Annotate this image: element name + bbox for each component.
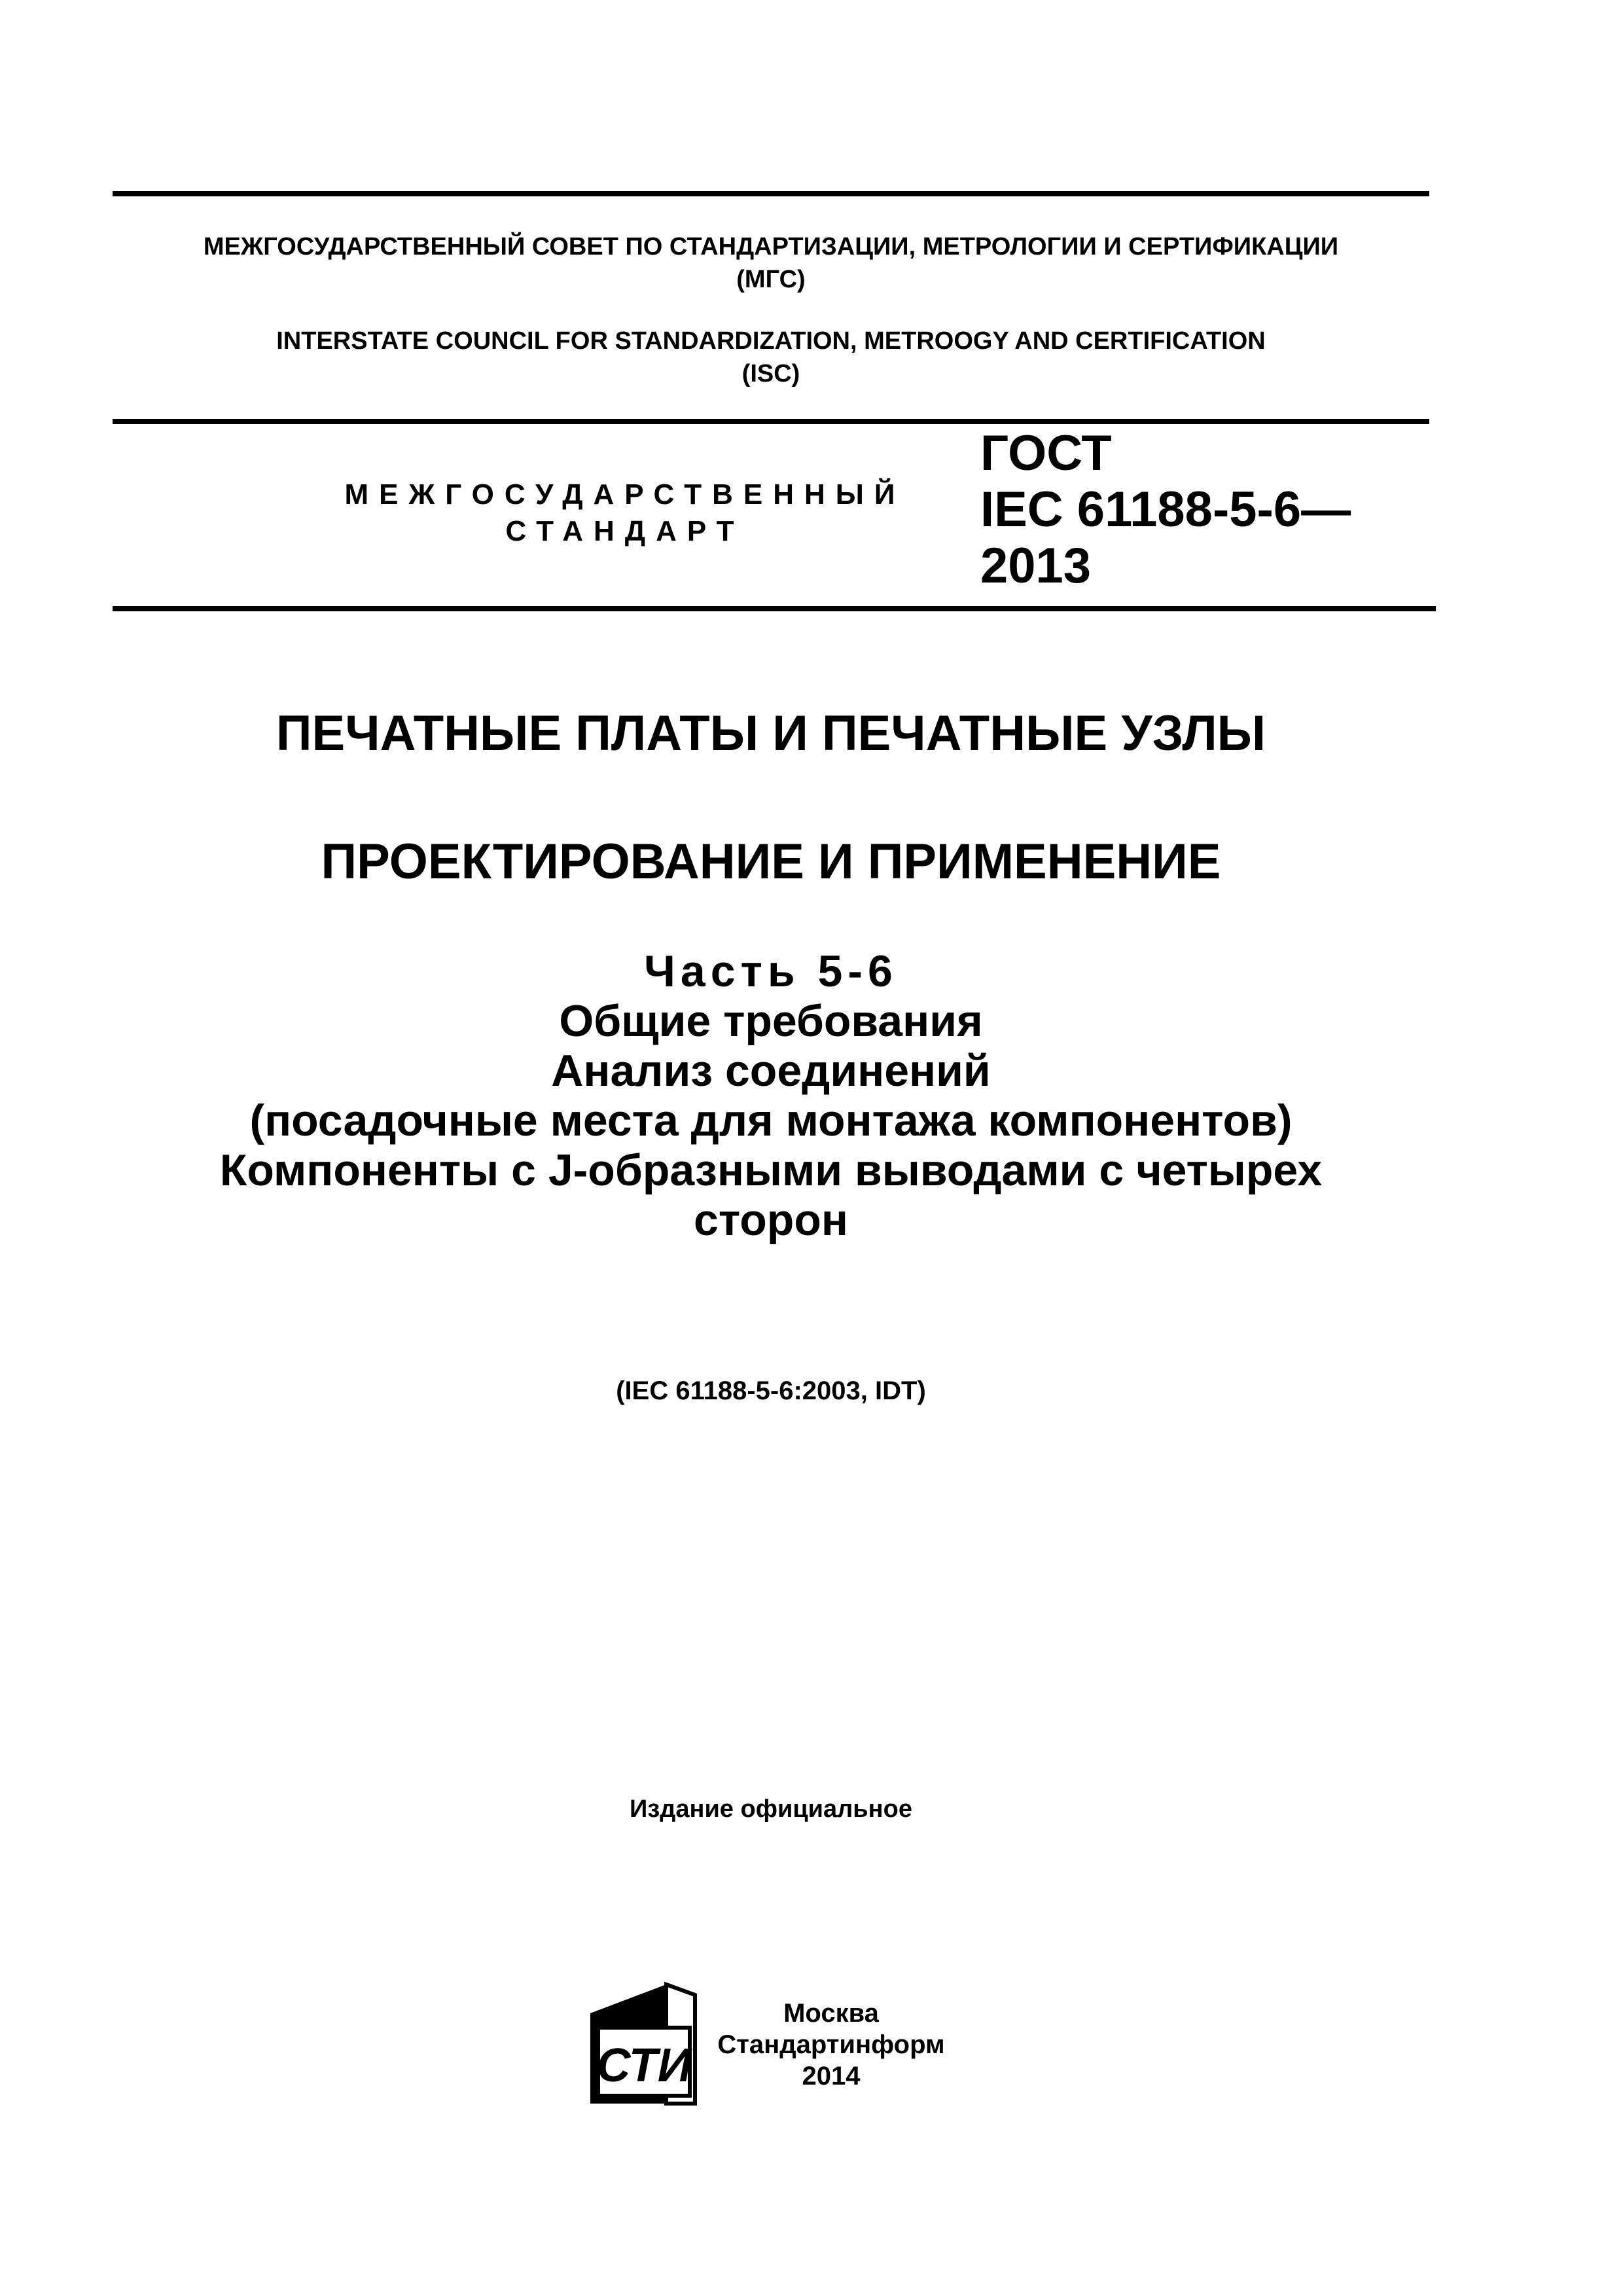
iec-reference: (IEC 61188-5-6:2003, IDT) <box>616 1376 926 1405</box>
council-name-en-line1: INTERSTATE COUNCIL FOR STANDARDIZATION, METROOGY AND CERTIFICATION <box>276 327 1266 355</box>
council-name-ru <box>113 230 1429 296</box>
part-subtitle-line1: Общие требования <box>559 996 983 1046</box>
standard-type-label <box>321 476 929 550</box>
gost-designation-line1: ГОСТ <box>980 425 1112 481</box>
gost-designation <box>980 425 1425 594</box>
council-abbr-ru: (МГС) <box>736 266 806 293</box>
council-name-en <box>113 325 1429 390</box>
part-subtitle-line3: (посадочные места для монтажа компонентов) <box>249 1096 1293 1145</box>
standard-type-line1: МЕЖГОСУДАРСТВЕННЫЙ <box>344 478 906 511</box>
publisher-block <box>707 1998 955 2092</box>
publisher-city: Москва <box>783 1999 879 2028</box>
council-abbr-en: (ISC) <box>741 360 800 387</box>
header-bottom-rule <box>113 606 1436 611</box>
part-subtitle-line2: Анализ соединений <box>551 1046 991 1096</box>
edition-note: Издание официальное <box>630 1795 912 1823</box>
gost-designation-line3: 2013 <box>980 538 1092 594</box>
part-subtitle <box>113 946 1429 1245</box>
gost-designation-line2: IEC 61188-5-6— <box>980 482 1351 537</box>
standard-type-line2: СТАНДАРТ <box>505 515 745 547</box>
top-rule <box>113 191 1429 196</box>
publisher-name: Стандартинформ <box>717 2030 945 2059</box>
council-name-ru-line1: МЕЖГОСУДАРСТВЕННЫЙ СОВЕТ ПО СТАНДАРТИЗАЦИИ, МЕТРОЛОГИИ И СЕРТИФИКАЦИИ <box>203 233 1339 260</box>
part-number: Часть 5-6 <box>644 946 898 996</box>
document-title-line2: ПРОЕКТИРОВАНИЕ И ПРИМЕНЕНИЕ <box>321 834 1221 889</box>
svg-text:СТИ: СТИ <box>596 2039 692 2092</box>
part-subtitle-line5: сторон <box>694 1195 848 1245</box>
middle-rule <box>113 419 1429 424</box>
standartinform-logo-icon <box>588 1982 698 2106</box>
publication-year: 2014 <box>802 2062 861 2090</box>
document-title-line1: ПЕЧАТНЫЕ ПЛАТЫ И ПЕЧАТНЫЕ УЗЛЫ <box>276 706 1266 761</box>
part-subtitle-line4: Компоненты с J-образными выводами с четырех <box>219 1145 1323 1195</box>
